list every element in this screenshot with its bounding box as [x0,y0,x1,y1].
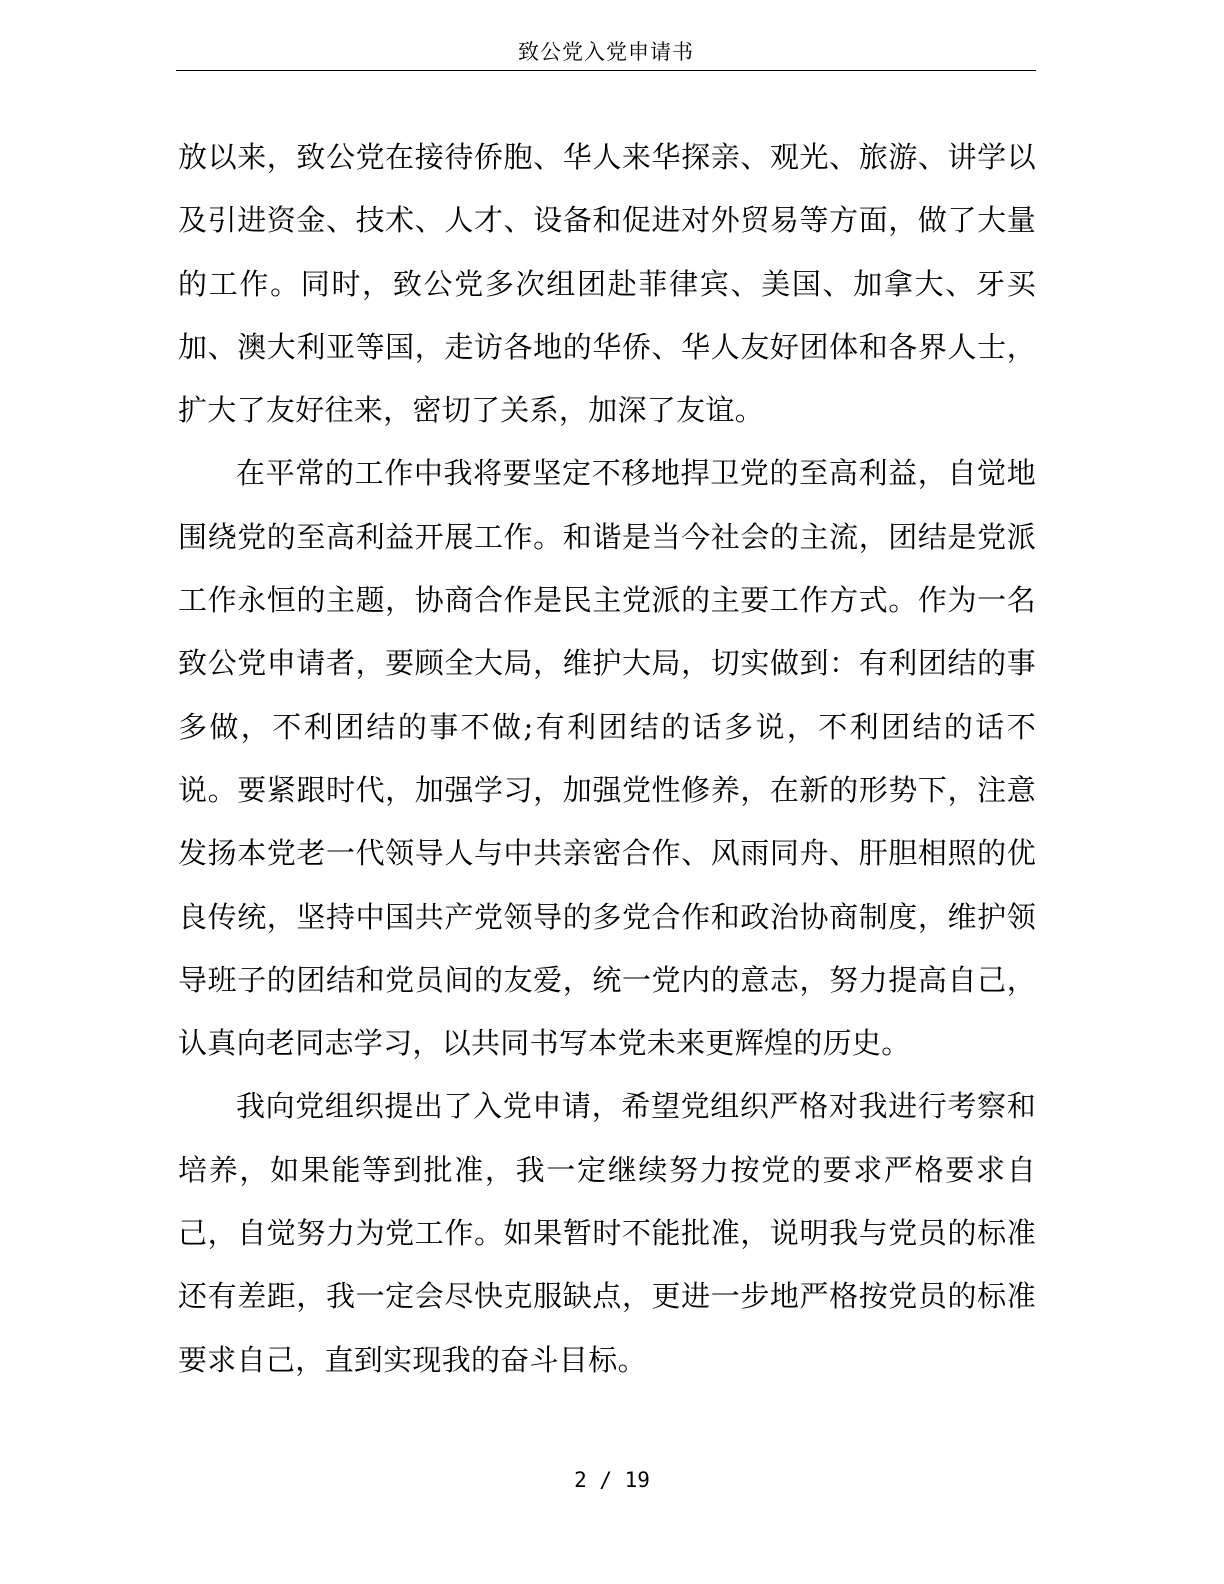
header-divider [176,70,1036,71]
page-number: 2 / 19 [574,1468,650,1492]
paragraph-1: 放以来，致公党在接待侨胞、华人来华探亲、观光、旅游、讲学以及引进资金、技术、人才、设备和促进对外贸易等方面，做了大量的工作。同时，致公党多次组团赴菲律宾、美国、加拿大、牙买加、澳大利亚等国，走访各地的华侨、华人友好团体和各界人士，扩大了友好往来，密切了关系，加深了友谊。 [178,140,1036,428]
document-body [178,126,1036,1392]
paragraph-2: 在平常的工作中我将要坚定不移地捍卫党的至高利益，自觉地围绕党的至高利益开展工作。和谐是当今社会的主流，团结是党派工作永恒的主题，协商合作是民主党派的主要工作方式。作为一名致公党申请者，要顾全大局，维护大局，切实做到：有利团结的事多做，不利团结的事不做;有利团结的话多说，不利团结的话不说。要紧跟时代，加强学习，加强党性修养，在新的形势下，注意发扬本党老一代领导人与中共亲密合作、风雨同舟、肝胆相照的优良传统，坚持中国共产党领导的多党合作和政治协商制度，维护领导班子的团结和党员间的友爱，统一党内的意志，努力提高自己，认真向老同志学习，以共同书写本党未来更辉煌的历史。 [178,456,1036,1061]
page-header-title: 致公党入党申请书 [518,40,694,64]
paragraph-3: 我向党组织提出了入党申请，希望党组织严格对我进行考察和培养，如果能等到批准，我一定继续努力按党的要求严格要求自己，自觉努力为党工作。如果暂时不能批准，说明我与党员的标准还有差距，我一定会尽快克服缺点，更进一步地严格按党员的标准要求自己，直到实现我的奋斗目标。 [178,1089,1036,1377]
